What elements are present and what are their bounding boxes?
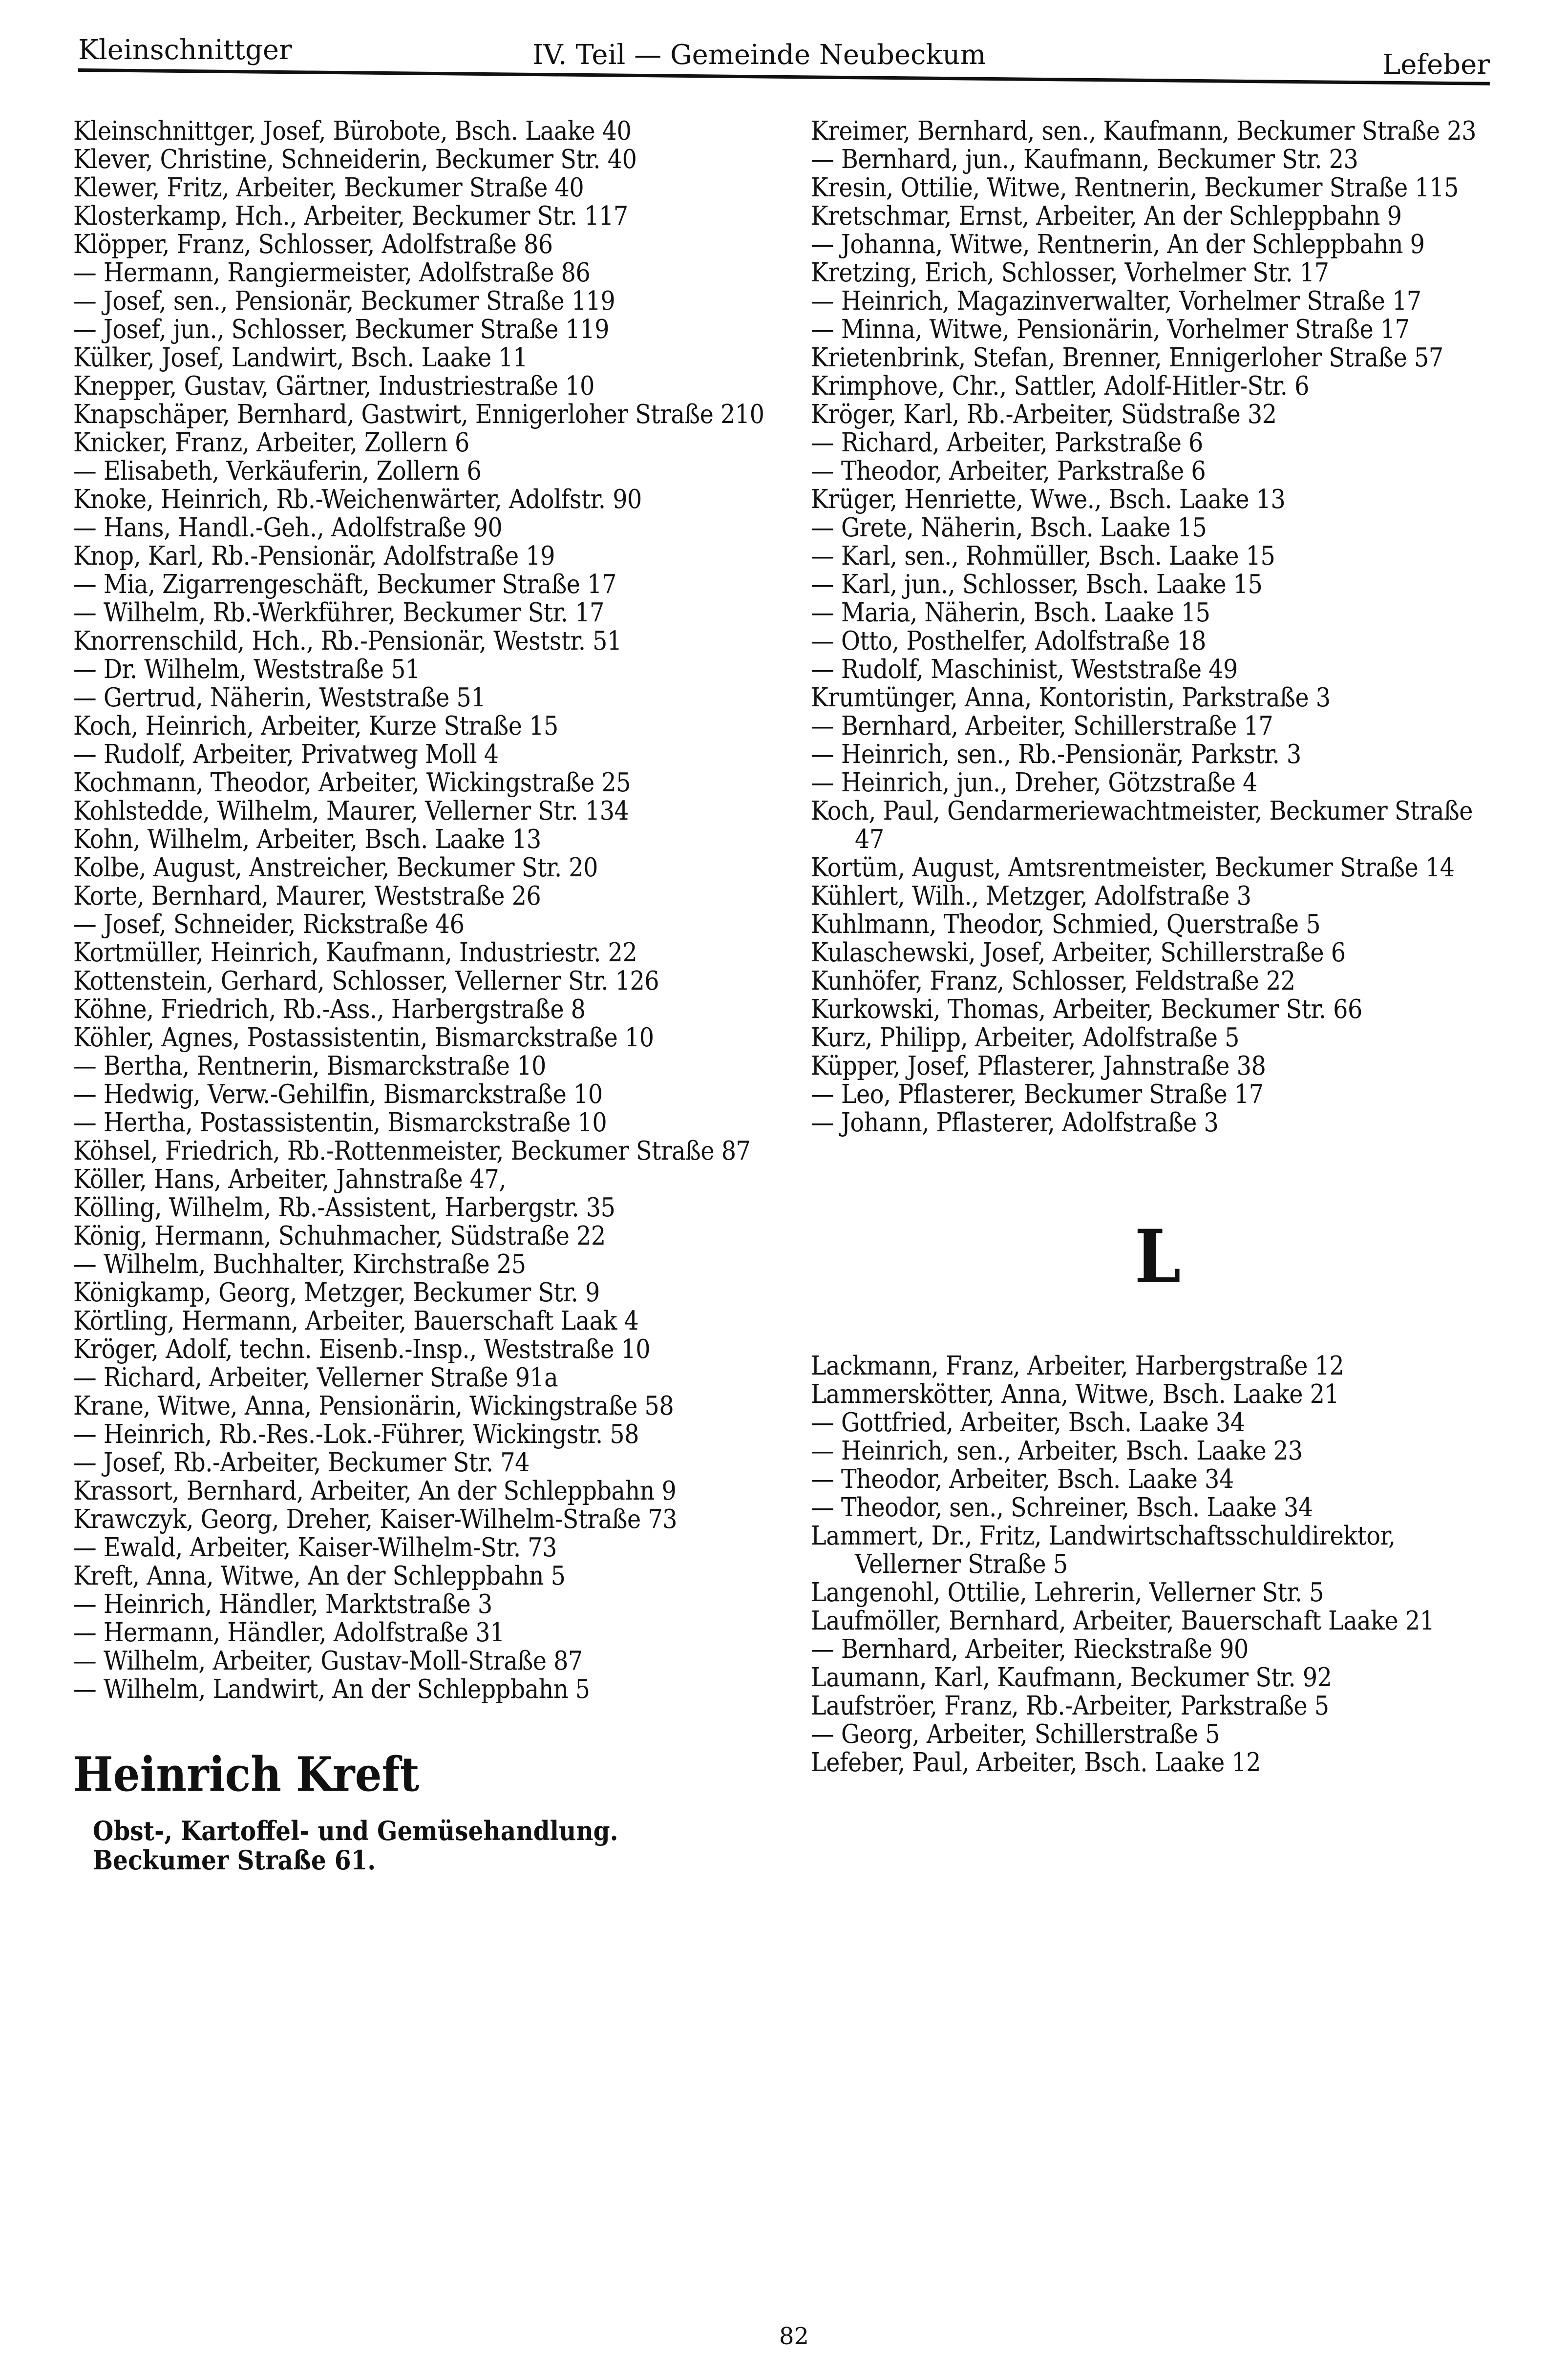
directory-entry: Kretschmar, Ernst, Arbeiter, An der Schleppbahn 9 [811, 201, 1402, 231]
directory-entry: — Heinrich, sen., Arbeiter, Bsch. Laake 23 [811, 1436, 1303, 1466]
directory-entry: Knoke, Heinrich, Rb.-Weichenwärter, Adolfstr. 90 [73, 485, 642, 514]
directory-entry: — Otto, Posthelfer, Adolfstraße 18 [811, 626, 1206, 656]
directory-entry: Langenohl, Ottilie, Lehrerin, Vellerner Str. 5 [811, 1578, 1324, 1608]
directory-entry: Körtling, Hermann, Arbeiter, Bauerschaft Laak 4 [73, 1306, 639, 1336]
directory-entry: Krimphove, Chr., Sattler, Adolf-Hitler-Str. 6 [811, 371, 1309, 401]
right-column [811, 117, 1504, 1777]
directory-entry: Koch, Heinrich, Arbeiter, Kurze Straße 15 [73, 711, 558, 741]
directory-entry: Krassort, Bernhard, Arbeiter, An der Schleppbahn 9 [73, 1476, 677, 1506]
directory-entry: — Wilhelm, Landwirt, An der Schleppbahn 5 [73, 1674, 590, 1704]
directory-entry: Krüger, Henriette, Wwe., Bsch. Laake 13 [811, 485, 1286, 514]
directory-entry: Klöpper, Franz, Schlosser, Adolfstraße 86 [73, 230, 553, 259]
directory-entry: Knorrenschild, Hch., Rb.-Pensionär, Weststr. 51 [73, 626, 622, 656]
directory-entry: Külker, Josef, Landwirt, Bsch. Laake 11 [73, 343, 528, 373]
directory-entry: — Richard, Arbeiter, Parkstraße 6 [811, 428, 1203, 458]
directory-entry: Kölling, Wilhelm, Rb.-Assistent, Harbergstr. 35 [73, 1193, 615, 1223]
directory-entry: — Karl, sen., Rohmüller, Bsch. Laake 15 [811, 541, 1275, 571]
directory-entry: Krumtünger, Anna, Kontoristin, Parkstraße 3 [811, 683, 1331, 713]
directory-entry: — Hermann, Händler, Adolfstraße 31 [73, 1618, 505, 1648]
header-last-entry: Lefeber [1382, 49, 1490, 81]
directory-entry: — Hans, Handl.-Geh., Adolfstraße 90 [73, 513, 503, 543]
directory-entry: — Mia, Zigarrengeschäft, Beckumer Straße 17 [73, 570, 616, 599]
advertisement-business: Obst-, Kartoffel- und Gemüsehandlung. [93, 1815, 618, 1846]
directory-entry: Küpper, Josef, Pflasterer, Jahnstraße 38 [811, 1051, 1266, 1081]
directory-entry: — Bernhard, Arbeiter, Schillerstraße 17 [811, 711, 1273, 741]
directory-entry: Lackmann, Franz, Arbeiter, Harbergstraße 12 [811, 1351, 1344, 1381]
directory-entry: Lammert, Dr., Fritz, Landwirtschaftsschuldirektor, Vellerner Straße 5 [811, 1521, 1396, 1579]
header-first-entry: Kleinschnittger [78, 34, 292, 66]
directory-entry: — Leo, Pflasterer, Beckumer Straße 17 [811, 1080, 1264, 1109]
directory-entry: Knop, Karl, Rb.-Pensionär, Adolfstraße 19 [73, 541, 555, 571]
directory-entry: — Heinrich, jun., Dreher, Götzstraße 4 [811, 768, 1257, 798]
directory-entry: Köhsel, Friedrich, Rb.-Rottenmeister, Beckumer Straße 87 [73, 1136, 751, 1166]
directory-entry: — Heinrich, Rb.-Res.-Lok.-Führer, Wickingstr. 58 [73, 1419, 639, 1449]
directory-entry: Klewer, Fritz, Arbeiter, Beckumer Straße 40 [73, 173, 584, 203]
advertisement-address: Beckumer Straße 61. [93, 1844, 376, 1876]
directory-entry: Lammerskötter, Anna, Witwe, Bsch. Laake 21 [811, 1379, 1339, 1409]
directory-entry: Kurkowski, Thomas, Arbeiter, Beckumer Str. 66 [811, 995, 1362, 1024]
directory-entry: — Grete, Näherin, Bsch. Laake 15 [811, 513, 1207, 543]
page-number: 82 [779, 2323, 809, 2350]
directory-entry: — Josef, Rb.-Arbeiter, Beckumer Str. 74 [73, 1448, 530, 1478]
directory-entry: Köhler, Agnes, Postassistentin, Bismarckstraße 10 [73, 1023, 654, 1053]
directory-entry: — Theodor, Arbeiter, Bsch. Laake 34 [811, 1464, 1234, 1494]
directory-entry: — Josef, jun., Schlosser, Beckumer Straße 119 [73, 315, 609, 344]
left-entries-list [73, 117, 767, 1704]
directory-entry: Kühlert, Wilh., Metzger, Adolfstraße 3 [811, 881, 1251, 911]
directory-entry: Knicker, Franz, Arbeiter, Zollern 6 [73, 428, 469, 458]
directory-entry: — Georg, Arbeiter, Schillerstraße 5 [811, 1719, 1220, 1749]
directory-entry: — Heinrich, Magazinverwalter, Vorhelmer Straße 17 [811, 286, 1421, 316]
right-entries-l-list [811, 1352, 1504, 1777]
directory-entry: — Rudolf, Maschinist, Weststraße 49 [811, 655, 1238, 684]
left-column [73, 117, 767, 1875]
directory-entry: — Theodor, Arbeiter, Parkstraße 6 [811, 456, 1206, 486]
directory-entry: Köller, Hans, Arbeiter, Jahnstraße 47, [73, 1165, 506, 1194]
directory-entry: — Josef, sen., Pensionär, Beckumer Straße 119 [73, 286, 615, 316]
directory-entry: Knapschäper, Bernhard, Gastwirt, Ennigerloher Straße 210 [73, 400, 764, 429]
directory-entry: Korte, Bernhard, Maurer, Weststraße 26 [73, 881, 541, 911]
directory-entry: — Elisabeth, Verkäuferin, Zollern 6 [73, 456, 482, 486]
directory-entry: Klever, Christine, Schneiderin, Beckumer Str. 40 [73, 145, 637, 174]
directory-entry: Klosterkamp, Hch., Arbeiter, Beckumer Str. 117 [73, 201, 628, 231]
directory-entry: — Wilhelm, Buchhalter, Kirchstraße 25 [73, 1250, 526, 1279]
directory-entry: Königkamp, Georg, Metzger, Beckumer Str. 9 [73, 1278, 600, 1308]
advertisement [73, 1748, 767, 1875]
header-section-title: IV. Teil — Gemeinde Neubeckum [532, 39, 986, 71]
directory-entry: — Bertha, Rentnerin, Bismarckstraße 10 [73, 1051, 546, 1081]
directory-entry: — Johann, Pflasterer, Adolfstraße 3 [811, 1108, 1219, 1138]
directory-entry: Knepper, Gustav, Gärtner, Industriestraße 10 [73, 371, 594, 401]
advertisement-name: Heinrich Kreft [73, 1747, 420, 1802]
directory-entry: — Johanna, Witwe, Rentnerin, An der Schleppbahn 9 [811, 230, 1425, 259]
directory-entry: Kottenstein, Gerhard, Schlosser, Vellerner Str. 126 [73, 966, 659, 996]
directory-entry: — Maria, Näherin, Bsch. Laake 15 [811, 598, 1210, 628]
directory-entry: Kunhöfer, Franz, Schlosser, Feldstraße 22 [811, 966, 1295, 996]
directory-entry: — Hermann, Rangiermeister, Adolfstraße 86 [73, 258, 591, 288]
directory-entry: Lefeber, Paul, Arbeiter, Bsch. Laake 12 [811, 1748, 1261, 1778]
directory-entry: Kröger, Adolf, techn. Eisenb.-Insp., Weststraße 10 [73, 1334, 651, 1364]
directory-entry: Laufmöller, Bernhard, Arbeiter, Bauerschaft Laake 21 [811, 1606, 1435, 1636]
directory-entry: Kochmann, Theodor, Arbeiter, Wickingstraße 25 [73, 768, 631, 798]
directory-entry: Krawczyk, Georg, Dreher, Kaiser-Wilhelm-Straße 73 [73, 1504, 677, 1534]
directory-entry: Krietenbrink, Stefan, Brenner, Ennigerloher Straße 57 [811, 343, 1443, 373]
directory-entry: — Ewald, Arbeiter, Kaiser-Wilhelm-Str. 73 [73, 1533, 557, 1563]
directory-entry: Kretzing, Erich, Schlosser, Vorhelmer Str. 17 [811, 258, 1329, 288]
directory-entry: — Hertha, Postassistentin, Bismarckstraße 10 [73, 1108, 607, 1138]
directory-entry: Krane, Witwe, Anna, Pensionärin, Wickingstraße 58 [73, 1391, 674, 1421]
directory-entry: Kohlstedde, Wilhelm, Maurer, Vellerner Str. 134 [73, 796, 629, 826]
directory-entry: Kreft, Anna, Witwe, An der Schleppbahn 5 [73, 1561, 566, 1591]
directory-entry: König, Hermann, Schuhmacher, Südstraße 22 [73, 1221, 606, 1251]
directory-entry: Kortüm, August, Amtsrentmeister, Beckumer Straße 14 [811, 853, 1455, 883]
directory-entry: — Heinrich, sen., Rb.-Pensionär, Parkstr. 3 [811, 740, 1301, 769]
directory-entry: Kortmüller, Heinrich, Kaufmann, Industriestr. 22 [73, 938, 637, 968]
directory-entry: — Bernhard, Arbeiter, Rieckstraße 90 [811, 1634, 1249, 1664]
section-letter-heading: L [1134, 1214, 1181, 1300]
directory-entry: — Richard, Arbeiter, Vellerner Straße 91a [73, 1363, 558, 1393]
directory-entry: Kuhlmann, Theodor, Schmied, Querstraße 5 [811, 910, 1321, 939]
directory-entry: Köhne, Friedrich, Rb.-Ass., Harbergstraße 8 [73, 995, 586, 1024]
directory-entry: Laufströer, Franz, Rb.-Arbeiter, Parkstraße 5 [811, 1691, 1329, 1721]
directory-entry: Laumann, Karl, Kaufmann, Beckumer Str. 92 [811, 1663, 1332, 1693]
directory-entry: — Rudolf, Arbeiter, Privatweg Moll 4 [73, 740, 499, 769]
directory-entry: Kulaschewski, Josef, Arbeiter, Schillerstraße 6 [811, 938, 1346, 968]
directory-entry: — Wilhelm, Arbeiter, Gustav-Moll-Straße 87 [73, 1646, 583, 1676]
right-entries-k-list [811, 117, 1504, 1137]
directory-entry: — Karl, jun., Schlosser, Bsch. Laake 15 [811, 570, 1263, 599]
directory-entry: — Gottfried, Arbeiter, Bsch. Laake 34 [811, 1408, 1245, 1438]
directory-entry: Kreimer, Bernhard, sen., Kaufmann, Beckumer Straße 23 [811, 116, 1476, 146]
directory-entry: — Dr. Wilhelm, Weststraße 51 [73, 655, 420, 684]
directory-entry: — Heinrich, Händler, Marktstraße 3 [73, 1589, 492, 1619]
directory-entry: — Hedwig, Verw.-Gehilfin, Bismarckstraße 10 [73, 1080, 603, 1109]
directory-entry: Kresin, Ottilie, Witwe, Rentnerin, Beckumer Straße 115 [811, 173, 1459, 203]
directory-entry: Kleinschnittger, Josef, Bürobote, Bsch. Laake 40 [73, 116, 632, 146]
directory-entry: — Bernhard, jun., Kaufmann, Beckumer Str. 23 [811, 145, 1358, 174]
directory-entry: Kurz, Philipp, Arbeiter, Adolfstraße 5 [811, 1023, 1239, 1053]
directory-entry: — Wilhelm, Rb.-Werkführer, Beckumer Str. 17 [73, 598, 604, 628]
directory-entry: — Gertrud, Näherin, Weststraße 51 [73, 683, 486, 713]
directory-entry: Koch, Paul, Gendarmeriewachtmeister, Beckumer Straße 47 [811, 796, 1473, 854]
directory-entry: — Theodor, sen., Schreiner, Bsch. Laake 34 [811, 1493, 1313, 1523]
directory-entry: Kröger, Karl, Rb.-Arbeiter, Südstraße 32 [811, 400, 1277, 429]
directory-entry: — Minna, Witwe, Pensionärin, Vorhelmer Straße 17 [811, 315, 1410, 344]
directory-entry: — Josef, Schneider, Rickstraße 46 [73, 910, 465, 939]
directory-entry: Kohn, Wilhelm, Arbeiter, Bsch. Laake 13 [73, 825, 541, 854]
directory-entry: Kolbe, August, Anstreicher, Beckumer Str. 20 [73, 853, 598, 883]
